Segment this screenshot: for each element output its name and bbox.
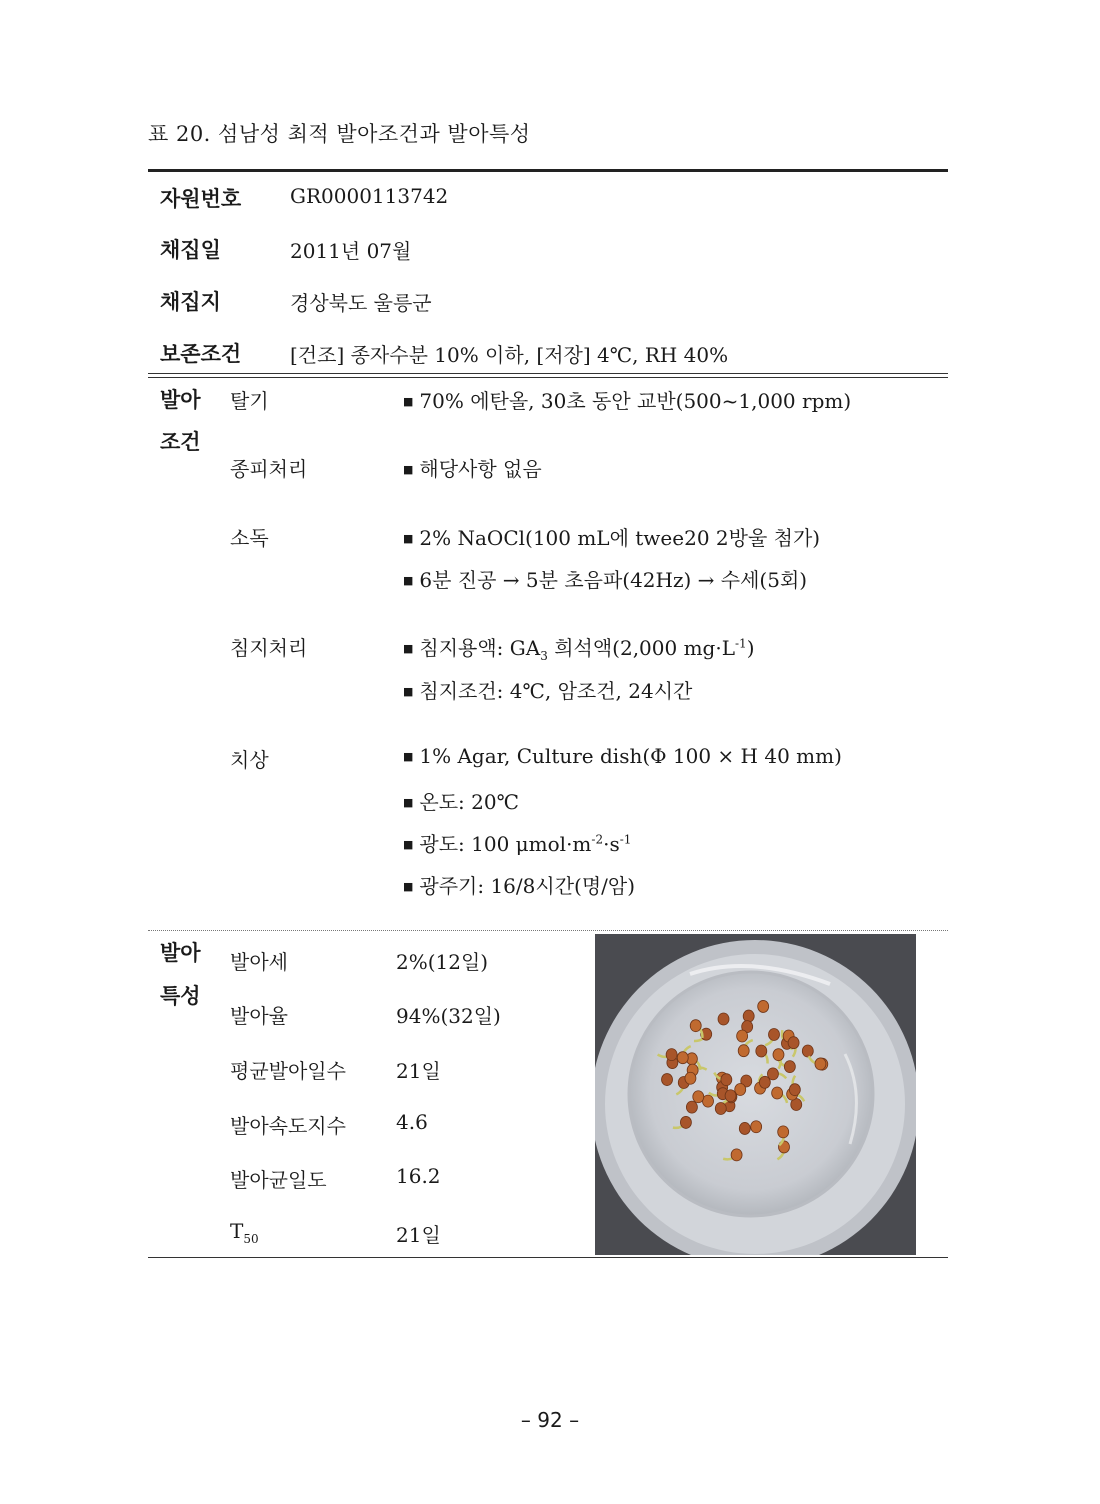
resource-no-label: 자원번호 [160,187,242,211]
bullet-degas-1: ■ 70% 에탄올, 30초 동안 교반(500~1,000 rpm) [403,389,852,413]
trait-name-vigor: 발아세 [230,950,288,974]
traits-label-2: 특성 [160,984,201,1008]
bullet-soak-1: ■ 침지용액: $GA_3$ 희석액(2,000 $mg\cdot L^{-1}$) [403,636,755,663]
seed [731,1149,742,1161]
collect-date-label: 채집일 [160,238,221,262]
double-rule-bottom [148,377,948,378]
top-rule [148,169,948,172]
seed [759,1076,770,1088]
collect-date-value: 2011년 07월 [290,239,412,263]
collect-place-value: 경상북도 울릉군 [290,291,432,315]
seed [739,1122,750,1134]
seed [756,1045,767,1057]
resource-no-value: GR0000113742 [290,184,449,208]
page-number: – 92 – [520,1408,580,1432]
trait-value-mean-days: 21일 [396,1059,441,1083]
seed [815,1058,826,1070]
trait-value-vigor: 2%(12일) [396,950,489,974]
trait-name-uniformity: 발아균일도 [230,1168,327,1192]
germination-photo [595,934,916,1255]
trait-name-mean-days: 평균발아일수 [230,1059,346,1083]
seed [680,1116,691,1128]
trait-value-rate: 94%(32일) [396,1004,501,1028]
seed [788,1037,799,1049]
trait-value-uniformity: 16.2 [396,1164,441,1188]
bottom-rule [148,1257,948,1258]
seed [784,1061,795,1073]
trait-name-speed-index: 발아속도지수 [230,1114,346,1138]
table-caption: 표 20. 섬남성 최적 발아조건과 발아특성 [148,122,531,146]
seed [735,1084,746,1096]
seed [789,1084,800,1096]
bullet-sowing-4: ■ 광주기: 16/8시간(명/암) [403,874,635,898]
seed [743,1010,754,1022]
storage-value: [건조] 종자수분 10% 이하, [저장] 4℃, RH 40% [290,343,729,367]
seed [725,1090,736,1102]
trait-value-speed-index: 4.6 [396,1110,428,1134]
seed [662,1074,673,1086]
storage-label: 보존조건 [160,342,242,366]
trait-value-t50: 21일 [396,1223,441,1247]
seed [693,1091,704,1103]
step-name-degas: 탈기 [230,389,269,413]
double-rule-top [148,373,948,374]
bullet-sowing-3: ■ 광도: 100 $\mu mol\cdot m^{-2}\cdot s^{-1}$ [403,832,632,856]
conditions-label-2: 조건 [160,430,201,454]
seed [666,1049,677,1061]
seed [677,1052,688,1064]
traits-label-1: 발아 [160,941,201,965]
seed [721,1074,732,1086]
section-divider [148,930,948,931]
step-name-sowing: 치상 [230,748,269,772]
bullet-sowing-2: ■ 온도: 20℃ [403,790,519,814]
bullet-disinfect-2: ■ 6분 진공 → 5분 초음파(42Hz) → 수세(5회) [403,568,808,592]
bullet-soak-2: ■ 침지조건: 4℃, 암조건, 24시간 [403,679,693,703]
trait-name-t50: $T_{50}$ [230,1219,259,1246]
seed [758,1000,769,1012]
seed [737,1030,748,1042]
trait-name-rate: 발아율 [230,1004,288,1028]
step-name-disinfect: 소독 [230,526,269,550]
seed [769,1029,780,1041]
seed [685,1072,696,1084]
seed [802,1045,813,1057]
seed [772,1087,783,1099]
seed [686,1101,697,1113]
bullet-seedcoat-1: ■ 해당사항 없음 [403,457,542,481]
seed [715,1102,726,1114]
bullet-disinfect-1: ■ 2% NaOCl(100 mL에 twee20 2방울 첨가) [403,526,821,550]
step-name-soak: 침지처리 [230,636,308,660]
collect-place-label: 채집지 [160,290,221,314]
seed [718,1013,729,1025]
seed [690,1020,701,1032]
seed [773,1049,784,1061]
step-name-seedcoat: 종피처리 [230,457,308,481]
seed [738,1045,749,1057]
conditions-label-1: 발아 [160,388,201,412]
seed [778,1126,789,1138]
seed [751,1121,762,1133]
bullet-sowing-1: ■ 1% Agar, Culture dish(Φ 100 × H 40 mm) [403,744,842,768]
